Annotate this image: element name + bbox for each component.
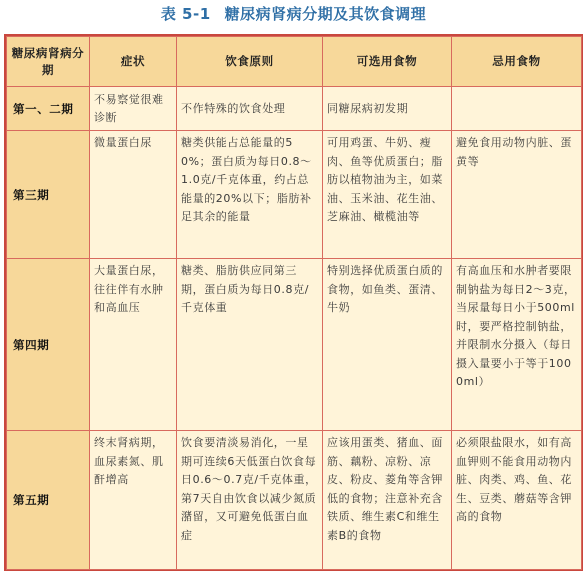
table-number: 表 5-1 <box>160 5 211 23</box>
avoid-foods-cell: 必须限盐限水，如有高血钾则不能食用动物内脏、肉类、鸡、鱼、花生、豆类、蘑菇等含钾高的食物 <box>452 431 582 570</box>
diet-table-frame <box>4 34 583 571</box>
principle-cell: 糖类、脂肪供应同第三期，蛋白质为每日0.8克/千克体重 <box>177 259 323 431</box>
header-principle: 饮食原则 <box>177 37 323 87</box>
principle-cell: 糖类供能占总能量的50%；蛋白质为每日0.8～1.0克/千克体重，约占总能量的20%以下；脂肪补足其余的能量 <box>177 131 323 259</box>
avoid-foods-cell: 避免食用动物内脏、蛋黄等 <box>452 131 582 259</box>
header-allowed-foods: 可选用食物 <box>323 37 452 87</box>
table-row <box>7 259 582 431</box>
stage-cell: 第四期 <box>7 259 90 431</box>
allowed-foods-cell: 应该用蛋类、猪血、面筋、藕粉、凉粉、凉皮、粉皮、菱角等含钾低的食物；注意补充含铁质、维生素C和维生素B的食物 <box>323 431 452 570</box>
principle-cell: 不作特殊的饮食处理 <box>177 87 323 131</box>
principle-cell: 饮食要清淡易消化，一星期可连续6天低蛋白饮食每日0.6～0.7克/千克体重，第7天自由饮食以减少氮质潴留，又可避免低蛋白血症 <box>177 431 323 570</box>
table-header-row <box>7 37 582 87</box>
symptoms-cell: 不易察觉很难诊断 <box>90 87 177 131</box>
stage-cell: 第五期 <box>7 431 90 570</box>
header-symptoms: 症状 <box>90 37 177 87</box>
allowed-foods-cell: 特别选择优质蛋白质的食物，如鱼类、蛋清、牛奶 <box>323 259 452 431</box>
symptoms-cell: 大量蛋白尿，往往伴有水肿和高血压 <box>90 259 177 431</box>
header-avoid-foods: 忌用食物 <box>452 37 582 87</box>
table-row <box>7 131 582 259</box>
stage-cell: 第一、二期 <box>7 87 90 131</box>
symptoms-cell: 终末肾病期，血尿素氮、肌酐增高 <box>90 431 177 570</box>
table-row <box>7 431 582 570</box>
diet-table <box>6 36 582 570</box>
symptoms-cell: 微量蛋白尿 <box>90 131 177 259</box>
table-title: 糖尿病肾病分期及其饮食调理 <box>224 5 427 23</box>
page-title <box>0 3 587 24</box>
allowed-foods-cell: 同糖尿病初发期 <box>323 87 452 131</box>
avoid-foods-cell: 有高血压和水肿者要限制钠盐为每日2～3克，当尿量每日小于500ml时，要严格控制钠盐，并限制水分摄入（每日摄入量要小于等于1000ml） <box>452 259 582 431</box>
stage-cell: 第三期 <box>7 131 90 259</box>
header-stage: 糖尿病肾病分期 <box>7 37 90 87</box>
avoid-foods-cell <box>452 87 582 131</box>
table-row <box>7 87 582 131</box>
allowed-foods-cell: 可用鸡蛋、牛奶、瘦肉、鱼等优质蛋白；脂肪以植物油为主，如菜油、玉米油、花生油、芝麻油、橄榄油等 <box>323 131 452 259</box>
